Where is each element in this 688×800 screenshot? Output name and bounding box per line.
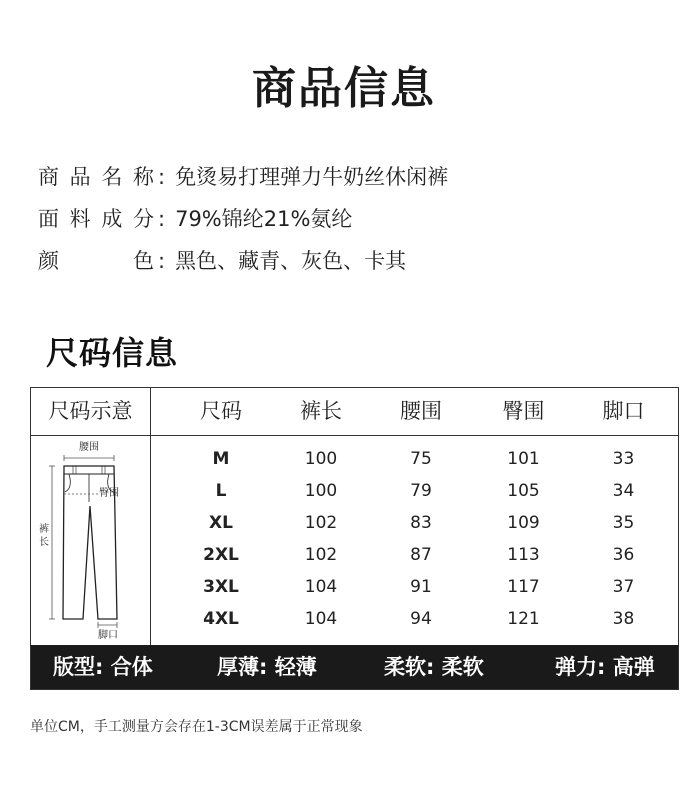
cell-hip: 101 <box>507 449 540 469</box>
info-value: 黑色、藏青、灰色、卡其 <box>175 249 407 273</box>
cell-hem: 36 <box>612 545 635 565</box>
header-waist: 腰围 <box>400 399 442 423</box>
measurement-note: 单位CM，手工测量方会存在1-3CM误差属于正常现象 <box>30 719 363 735</box>
cell-length: 100 <box>304 449 338 469</box>
cell-waist: 91 <box>410 577 432 597</box>
hip-label: 臀围 <box>99 488 119 499</box>
length-label-1: 裤 <box>39 524 49 535</box>
feature-bar <box>31 645 678 689</box>
cell-hem: 33 <box>612 449 635 469</box>
feature-thickness: 厚薄: 轻薄 <box>217 655 317 679</box>
cell-hip: 113 <box>507 545 540 565</box>
cell-hip: 109 <box>507 513 540 533</box>
info-value: 79%锦纶21%氨纶 <box>175 207 353 231</box>
cell-waist: 83 <box>410 513 432 533</box>
cell-hip: 121 <box>507 609 540 629</box>
hem-label: 脚口 <box>98 630 118 641</box>
info-colon: : <box>158 249 166 273</box>
info-row-name <box>38 156 448 198</box>
cell-size: 3XL <box>203 577 239 597</box>
feature-fit: 版型: 合体 <box>53 655 153 679</box>
header-size: 尺码 <box>200 399 242 423</box>
page-title: 商品信息 <box>252 63 436 114</box>
cell-hem: 34 <box>612 481 635 501</box>
info-row-fabric <box>38 198 448 240</box>
cell-hem: 38 <box>612 609 635 629</box>
cell-length: 102 <box>304 513 338 533</box>
header-hip: 臀围 <box>502 399 545 423</box>
cell-size: 2XL <box>203 545 239 565</box>
cell-hem: 37 <box>612 577 635 597</box>
cell-hip: 117 <box>507 577 540 597</box>
cell-size: M <box>212 449 230 469</box>
length-label-2: 长 <box>39 537 49 548</box>
info-colon: : <box>158 165 166 189</box>
size-info-title: 尺码信息 <box>46 334 179 372</box>
cell-size: L <box>215 481 227 501</box>
header-diagram: 尺码示意 <box>48 399 133 423</box>
cell-hem: 35 <box>612 513 635 533</box>
cell-hip: 105 <box>507 481 540 501</box>
info-row-color <box>38 240 448 282</box>
product-info <box>38 156 448 282</box>
cell-waist: 79 <box>410 481 432 501</box>
cell-waist: 87 <box>410 545 432 565</box>
pants-illustration <box>31 436 150 645</box>
info-label: 颜 色 <box>38 249 154 273</box>
cell-waist: 94 <box>410 609 432 629</box>
cell-waist: 75 <box>410 449 432 469</box>
header-hem: 脚口 <box>602 399 645 423</box>
pants-diagram <box>31 436 150 645</box>
info-label: 商 品 名 称 <box>38 165 154 189</box>
info-value: 免烫易打理弹力牛奶丝休闲裤 <box>175 165 449 189</box>
cell-size: XL <box>209 513 233 533</box>
table-header <box>31 388 678 436</box>
header-length: 裤长 <box>300 399 342 423</box>
waist-label: 腰围 <box>79 442 99 453</box>
size-table <box>30 387 679 690</box>
cell-length: 104 <box>304 577 338 597</box>
feature-elasticity: 弹力: 高弹 <box>555 655 655 679</box>
info-colon: : <box>158 207 166 231</box>
cell-size: 4XL <box>203 609 239 629</box>
feature-softness: 柔软: 柔软 <box>384 655 484 679</box>
cell-length: 102 <box>304 545 338 565</box>
cell-length: 104 <box>304 609 338 629</box>
cell-length: 100 <box>304 481 338 501</box>
info-label: 面 料 成 分 <box>38 207 154 231</box>
